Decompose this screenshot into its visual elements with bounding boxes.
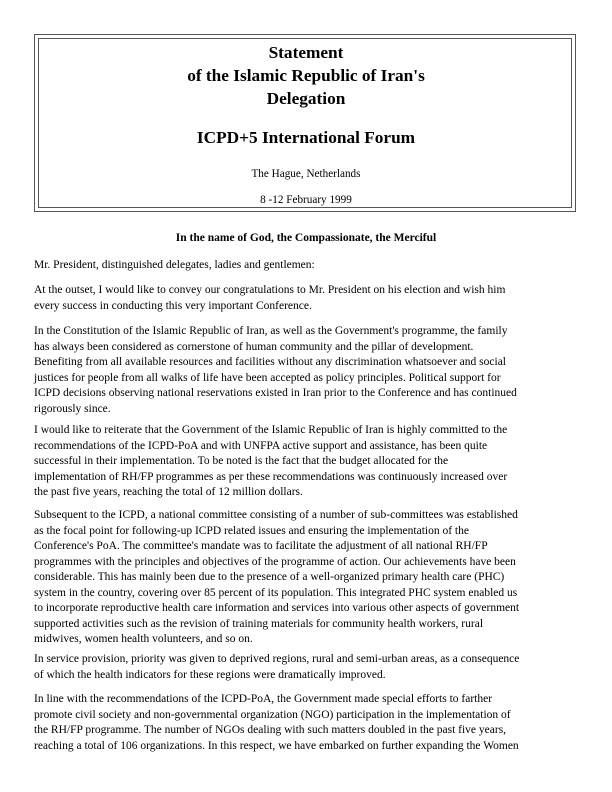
paragraph-line: supported activities such as the revision of training materials for community health workers, rural [34, 617, 484, 630]
paragraph-line: midwives, women health volunteers, and so on. [34, 633, 253, 645]
paragraph-5 [34, 508, 578, 648]
paragraph-line: system in the country, covering over 85 percent of its population. This integrated PHC system enabled us [34, 586, 518, 599]
paragraph-line: to incorporate reproductive health care information and services into various other aspects of government [34, 602, 520, 614]
paragraph-line: every success in conducting this very important Conference. [34, 299, 312, 312]
paragraph-line: justices for people from all walks of life have been accepted as policy principles. Political support for [34, 371, 501, 384]
paragraph-line: In the Constitution of the Islamic Republic of Iran, as well as the Government's programme, the family [34, 325, 508, 337]
paragraph-7 [34, 692, 578, 754]
paragraph-1 [34, 258, 578, 274]
paragraph-6 [34, 652, 578, 683]
title-line-2: of the Islamic Republic of Iran's [187, 66, 425, 85]
paragraph-line: reaching a total of 106 organizations. In this respect, we have embarked on further expanding the Women [34, 739, 519, 752]
header-box-inner-border [38, 38, 572, 208]
forum-title: ICPD+5 International Forum [196, 128, 416, 147]
paragraph-2 [34, 283, 578, 314]
paragraph-line: In service provision, priority was given to deprived regions, rural and semi-urban areas, as a consequence [34, 653, 520, 665]
paragraph-line: ICPD decisions observing national reservations existed in Iran prior to the Conference and has continued [34, 387, 517, 399]
paragraph-line: as the focal point for following-up ICPD related issues and ensuring the implementation of the [34, 524, 469, 537]
paragraph-4 [34, 423, 578, 501]
paragraph-line: promote civil society and non-governmental organization (NGO) participation in the implementation of [34, 708, 511, 721]
paragraph-line: the RH/FP programme. The number of NGOs dealing with such matters doubled in the past five years, [34, 724, 507, 736]
paragraph-line: implementation of RH/FP programmes as per these recommendations was continuously increased over [34, 470, 508, 483]
paragraph-line: Benefiting from all available resources and facilities without any discrimination whatsoever and social [34, 356, 506, 368]
location: The Hague, Netherlands [251, 168, 361, 180]
title-line-3: Delegation [266, 89, 346, 108]
title-line-1: Statement [268, 43, 344, 62]
paragraph-line: the past five years, reaching the total of 12 million dollars. [34, 486, 303, 498]
invocation: In the name of God, the Compassionate, the Merciful [175, 232, 437, 244]
paragraph-line: of which the health indicators for these regions were dramatically improved. [34, 668, 386, 681]
date: 8 -12 February 1999 [260, 194, 352, 206]
paragraph-line: I would like to reiterate that the Government of the Islamic Republic of Iran is highly committed to the [34, 424, 508, 436]
paragraph-3 [34, 324, 578, 417]
paragraph-line: recommendations of the ICPD-PoA and with UNFPA active support and assistance, has been quite [34, 439, 488, 452]
paragraph-line: programmes with the principles and objectives of the programme of action. Our achievements have been [34, 555, 516, 568]
paragraph-line: has always been considered as cornerstone of human community and the pillar of development. [34, 340, 474, 353]
paragraph-line: In line with the recommendations of the ICPD-PoA, the Government made special efforts to farther [34, 693, 493, 705]
paragraph-line: Subsequent to the ICPD, a national committee consisting of a number of sub-committees was established [34, 509, 518, 521]
paragraph-line: successful in their implementation. To be noted is the fact that the budget allocated for the [34, 455, 449, 467]
paragraph-line: Conference's PoA. The committee's mandate was to facilitate the adjustment of all national RH/FP [34, 540, 488, 552]
paragraph-line: Mr. President, distinguished delegates, ladies and gentlemen: [34, 259, 315, 271]
paragraph-line: At the outset, I would like to convey our congratulations to Mr. President on his election and wish him [34, 284, 506, 296]
paragraph-line: considerable. This has mainly been due to the presence of a well-organized primary health care (PHC) [34, 571, 505, 583]
paragraph-line: rigorously since. [34, 402, 111, 415]
